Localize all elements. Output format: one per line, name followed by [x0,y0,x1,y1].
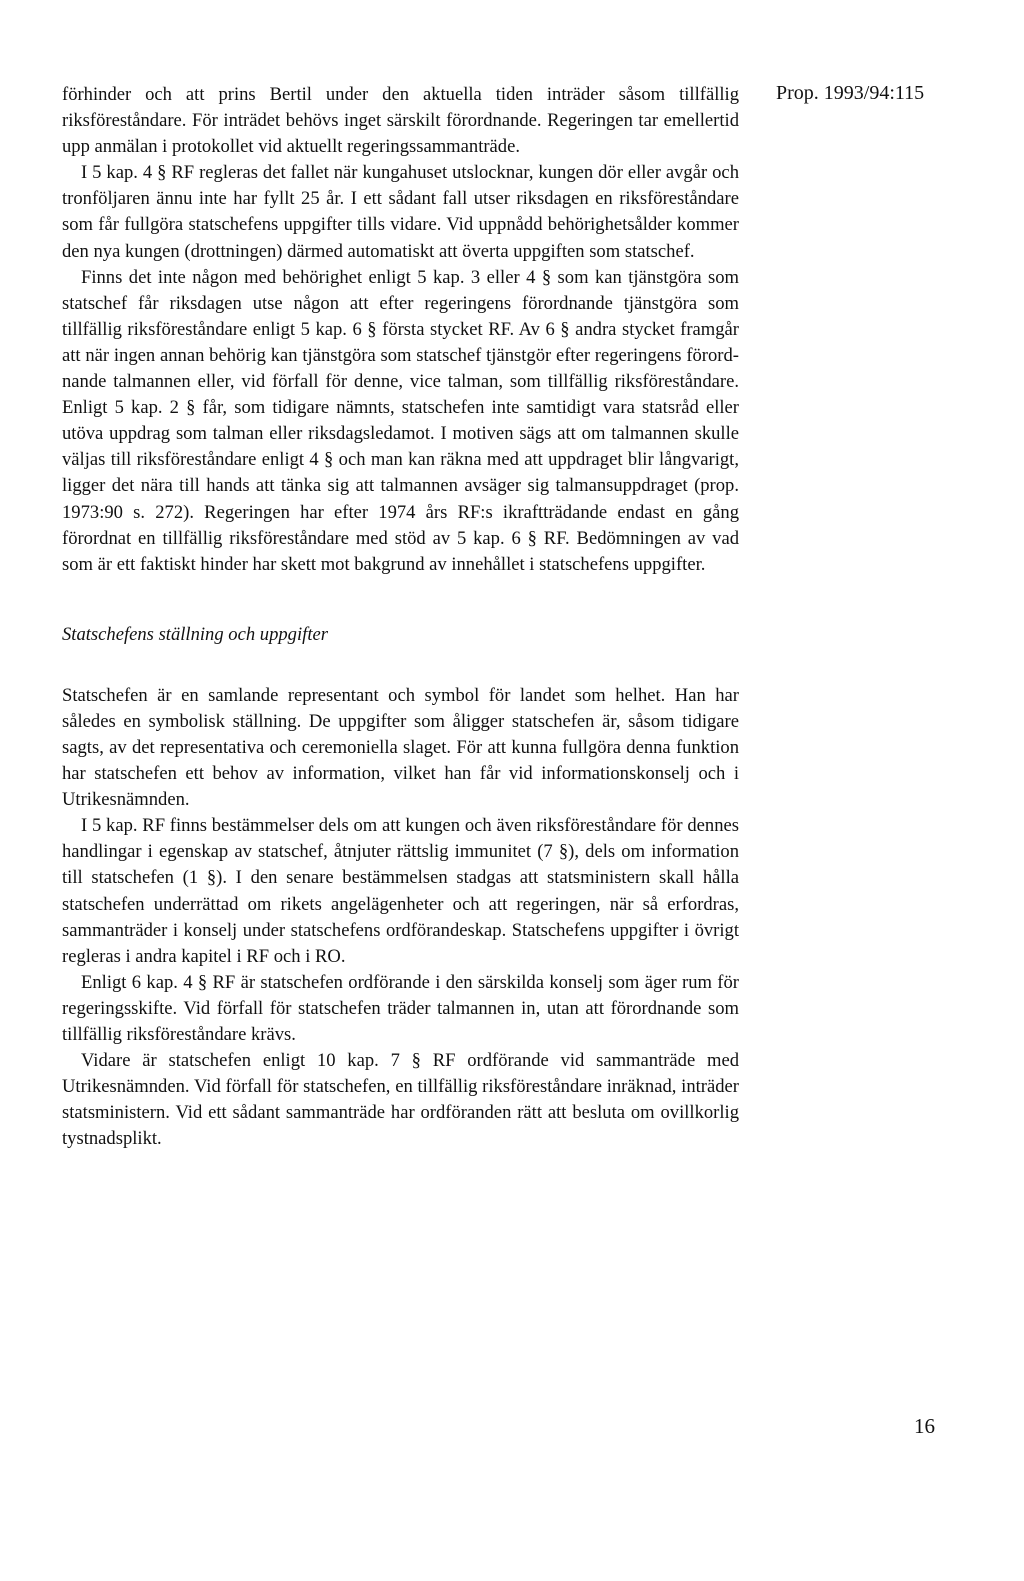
paragraph: Enligt 6 kap. 4 § RF är statschefen ordförande i den särskilda konselj som äger rum för regeringsskifte. Vid förfall för statschefen träder talmannen in, utan att förordnande som tillfällig riksföreståndare krävs. [62,971,739,1045]
section-heading: Statschefens ställning och uppgifter [62,623,328,645]
paragraph: Statschefen är en samlande representant och symbol för landet som helhet. Han har således en symbolisk ställning. De uppgifter som åligger statschefen är, såsom tidigare sagts, av det representativa och ceremoniella slaget. För att kunna fullgöra denna funktion har statschefen ett behov av information, vilket han får vid informationskonselj och i Utrikesnämnden. [62,684,739,811]
proposition-reference: Prop. 1993/94:115 [776,82,925,104]
body-text [62,82,739,1152]
paragraph: Vidare är statschefen enligt 10 kap. 7 § RF ordförande vid sammanträde med Utrikesnämnden. Vid förfall för statschefen, en tillfällig riksföreståndare inräknad, inträder statsministern. Vid ett sådant sammanträde har ordföranden rätt att besluta om ovillkorlig tystnadsplikt. [62,1050,739,1150]
section-riksforestandare [62,82,739,578]
page-number: 16 [914,1414,935,1438]
paragraph: Finns det inte någon med behörighet enligt 5 kap. 3 eller 4 § som kan tjänstgöra som statschef får riksdagen utse någon att efter regeringens förordnande tjänstgöra som tillfällig riksföreståndare enligt 5 kap. 6 § första stycket RF. Av 6 § andra stycket framgår att när ingen annan behörig kan tjänstgöra som statschef tjänstgör efter regeringens förordnande talmannen eller, vid förfall för denne, vice talman, som tillfällig riksföreståndare. Enligt 5 kap. 2 § får, som tidigare nämnts, statschefen inte samtidigt vara statsråd eller utöva uppdrag som talman eller riksdagsledamot. I motiven sägs att om talmannen skulle väljas till riksföreståndare enligt 4 § och man kan räkna med att uppdraget blir långvarigt, ligger det nära till hands att tänka sig att talmannen avsäger sig talmansuppdraget (prop. 1973:90 s. 272). Regeringen har efter 1974 års RF:s ikraftträdande endast en gång förordnat en tillfällig riksföreståndare med stöd av 5 kap. 6 § RF. Bedömningen av vad som är ett faktiskt hinder har skett mot bakgrund av innehållet i statschefens uppgifter. [62,266,739,575]
paragraph: I 5 kap. RF finns bestämmelser dels om att kungen och även riksföreståndare för dennes handlingar i egenskap av statschef, åtnjuter rättslig immunitet (7 §), dels om information till statschefen (1 §). I den senare bestämmelsen stadgas att statsministern skall hålla statschefen underrättad om rikets angelägenheter och att regeringen, när så erfordras, sammanträder i konselj under statschefens ordförandeskap. Statschefens uppgifter i övrigt regleras i andra kapitel i RF och i RO. [62,815,739,967]
section-statschefens-stallning [62,683,739,1153]
paragraph: I 5 kap. 4 § RF regleras det fallet när kungahuset utslocknar, kungen dör eller avgår och tronföljaren ännu inte har fyllt 25 år. I ett sådant fall utser riksdagen en riksföreståndare som får fullgöra statschefens uppgifter tills vidare. Vid uppnådd behörighetsålder kommer den nya kungen (drottningen) därmed automatiskt att överta uppgiften som statschef. [62,162,739,262]
paragraph: förhinder och att prins Bertil under den aktuella tiden inträder såsom tillfällig riksföreståndare. För inträdet behövs inget särskilt förordnande. Regeringen tar emellertid upp anmälan i protokollet vid aktuellt regeringssammanträde. [62,84,739,158]
